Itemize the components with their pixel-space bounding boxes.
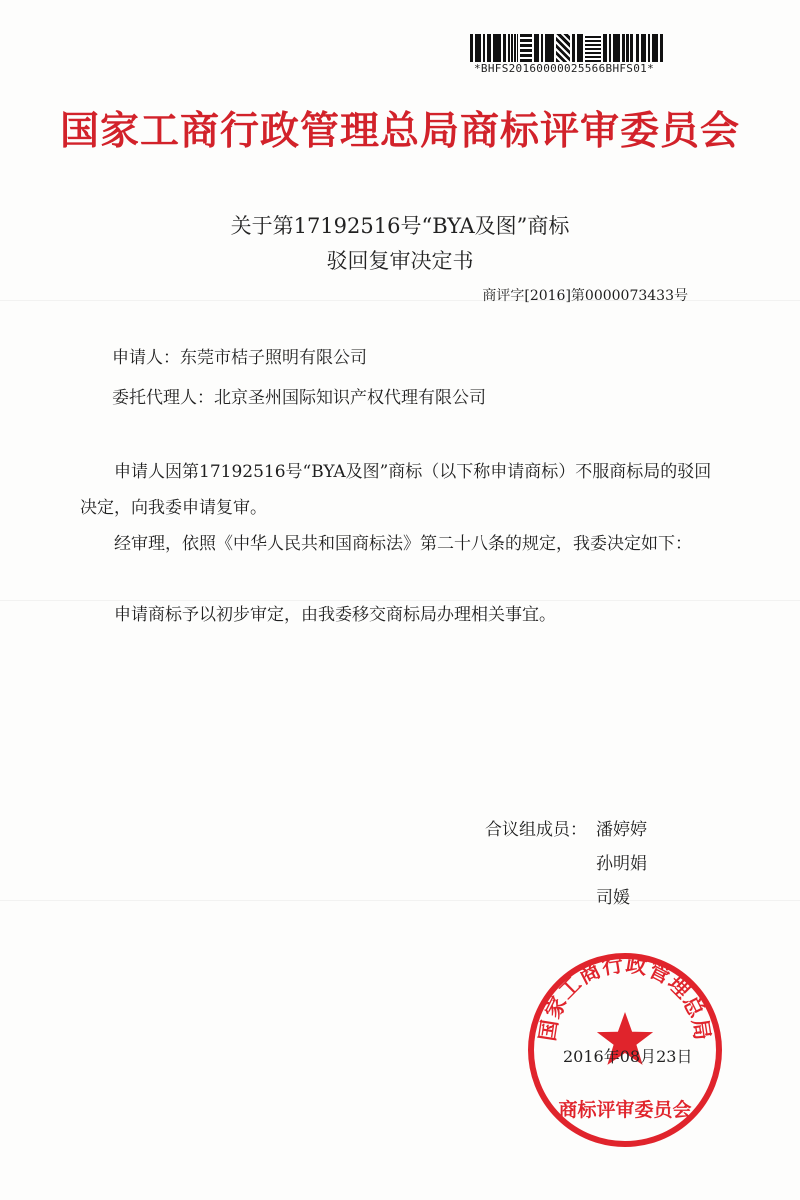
body-paragraph: 申请商标予以初步审定，由我委移交商标局办理相关事宜。 — [114, 605, 556, 625]
panel-member: 司媛 — [596, 888, 630, 908]
panel-member: 潘婷婷 — [596, 820, 647, 840]
decision-date: 2016年08月23日 — [563, 1047, 693, 1066]
applicant-line: 申请人：东莞市桔子照明有限公司 — [112, 348, 367, 368]
seal-bottom-text: 商标评审委员会 — [558, 1099, 692, 1121]
seal-top-text: 国家工商行政管理总局 — [535, 952, 715, 1043]
barcode — [470, 34, 680, 62]
panel-label: 合议组成员： — [485, 820, 587, 840]
barcode-number: *BHFS20160000025566BHFS01* — [474, 62, 654, 75]
body-paragraph: 申请人因第17192516号“BYA及图”商标（以下称申请商标）不服商标局的驳回决定，向我委申请复审。 — [80, 462, 712, 518]
body-paragraph: 经审理，依照《中华人民共和国商标法》第二十八条的规定，我委决定如下： — [114, 534, 692, 554]
organization-header: 国家工商行政管理总局商标评审委员会 — [59, 109, 740, 154]
fold-line — [0, 900, 800, 901]
panel-member: 孙明娟 — [596, 854, 647, 874]
document-title-line2: 驳回复审决定书 — [326, 249, 474, 273]
agent-line: 委托代理人：北京圣州国际知识产权代理有限公司 — [112, 388, 486, 408]
document-number: 商评字[2016]第0000073433号 — [482, 288, 688, 304]
document-title-line1: 关于第17192516号“BYA及图”商标 — [230, 214, 570, 238]
